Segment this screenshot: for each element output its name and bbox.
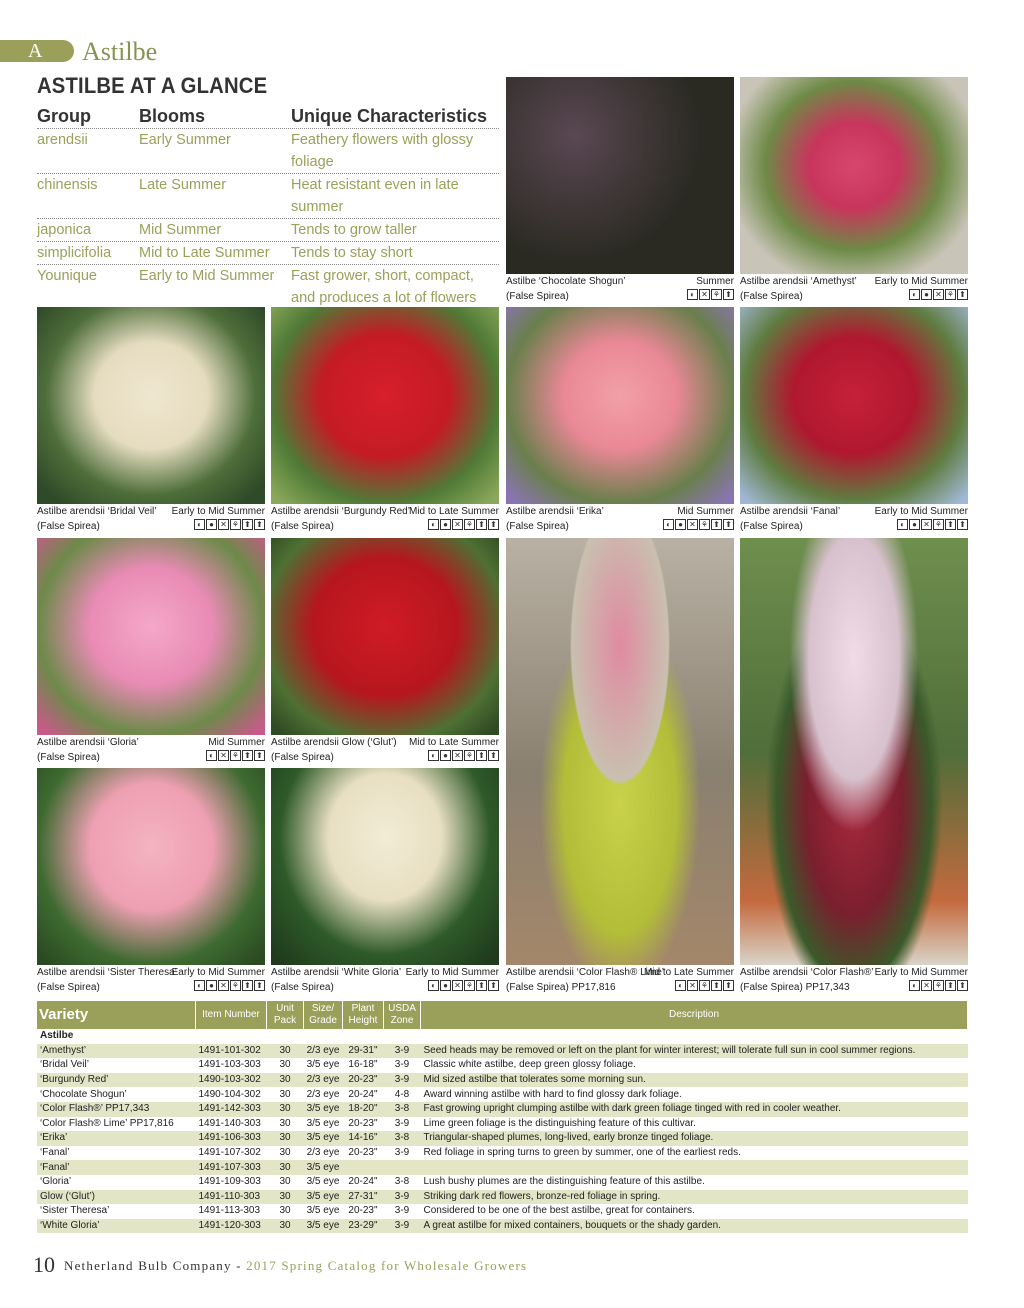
culture-icons	[909, 289, 968, 300]
table-cell: ‘White Gloria’	[37, 1219, 196, 1234]
page-number: 10	[33, 1252, 55, 1277]
glance-cell: Tends to stay short	[291, 245, 413, 261]
table-cell: 30	[279, 1176, 291, 1188]
plant-name: Astilbe arendsii ‘Amethyst’	[740, 276, 857, 287]
culture-icon: ✕	[218, 519, 229, 530]
table-cell: ‘Bridal Veil’	[40, 1059, 89, 1071]
culture-icon: ⬆	[242, 980, 253, 991]
plant-photo	[506, 77, 734, 274]
plant-photo	[37, 768, 265, 965]
culture-icon: ⬆	[945, 980, 956, 991]
table-cell: 3-9	[394, 1117, 410, 1129]
plant-name: Astilbe arendsii ‘Fanal’	[740, 506, 841, 517]
table-row	[37, 1044, 968, 1059]
culture-icons	[675, 980, 734, 991]
plant-common-name: (False Spirea)	[271, 521, 334, 532]
culture-icon: ⚘	[231, 520, 240, 529]
culture-icon: ●	[206, 519, 217, 530]
table-cell: ‘Erika’	[37, 1131, 196, 1146]
table-cell: Considered to be one of the best astilbe, great for containers.	[423, 1205, 695, 1217]
culture-icon: ●	[440, 980, 451, 991]
culture-icon: ◐	[428, 519, 439, 530]
table-cell	[343, 1160, 384, 1175]
plant-caption	[506, 504, 734, 534]
glance-cell: Early Summer	[139, 132, 231, 148]
culture-icon: ⬆	[488, 519, 499, 530]
glance-cell: Mid Summer	[139, 222, 222, 238]
culture-icon: ⚘	[465, 520, 474, 529]
culture-icon: ✕	[699, 289, 710, 300]
culture-icon: ⚘	[465, 751, 474, 760]
glance-cell: Late Summer	[139, 177, 227, 193]
plant-name: Astilbe arendsii ‘Sister Theresa’	[37, 967, 177, 978]
table-cell: Seed heads may be removed or left on the plant for winter interest; will tolerate full sun in cool summer regions.	[421, 1044, 968, 1059]
table-cell	[384, 1160, 421, 1175]
plant-name: Astilbe arendsii ‘White Gloria’	[271, 967, 402, 978]
plant-name: Astilbe arendsii ‘Erika’	[506, 506, 604, 517]
plant-common-name: (False Spirea)	[37, 521, 100, 532]
table-cell: Glow (‘Glut’)	[37, 1190, 196, 1205]
culture-icon: ◐	[687, 289, 698, 300]
culture-icon: ◐	[194, 980, 205, 991]
culture-icon: ✕	[687, 980, 698, 991]
culture-icon: ⬆	[711, 980, 722, 991]
glance-table	[37, 104, 499, 309]
plant-name: Astilbe arendsii ‘Bridal Veil’	[37, 506, 157, 517]
culture-icon: ●	[440, 519, 451, 530]
table-cell: 1491-140-303	[198, 1117, 261, 1129]
plant-photo	[271, 307, 499, 504]
table-cell: 1491-120-303	[196, 1219, 267, 1234]
plant-caption	[271, 735, 499, 765]
culture-icon: ⬆	[711, 519, 722, 530]
plant-photo	[740, 77, 968, 274]
table-cell: 2/3 eye	[306, 1088, 340, 1100]
plant-caption	[37, 504, 265, 534]
glance-row	[37, 174, 499, 219]
culture-icon: ⬆	[242, 519, 253, 530]
culture-icon: ◐	[428, 980, 439, 991]
culture-icons	[428, 519, 499, 530]
table-cell: 30	[279, 1205, 291, 1217]
glance-cell: chinensis	[37, 177, 98, 193]
plant-common-name: (False Spirea)	[506, 291, 569, 302]
culture-icon: ⬆	[254, 750, 265, 761]
table-cell: 3/5 eye	[306, 1117, 340, 1129]
table-cell: ‘Chocolate Shogun’	[40, 1088, 127, 1100]
plant-tile	[37, 307, 265, 534]
glance-col-characteristics: Unique Characteristics	[291, 106, 488, 126]
table-cell: Red foliage in spring turns to green by summer, one of the earliest reds.	[423, 1147, 741, 1159]
table-cell: 3/5 eye	[304, 1131, 343, 1146]
plant-bloom-time: Early to Mid Summer	[405, 967, 499, 978]
table-cell: 3/5 eye	[304, 1102, 343, 1117]
culture-icons	[206, 750, 265, 761]
culture-icon: ◐	[194, 519, 205, 530]
table-cell: ‘Gloria’	[40, 1176, 72, 1188]
plant-name: Astilbe arendsii ‘Color Flash® Lime’	[506, 967, 664, 978]
glance-col-blooms: Blooms	[139, 106, 206, 126]
table-cell: Classic white astilbe, deep green glossy foliage.	[423, 1059, 636, 1071]
table-cell: Fast growing upright clumping astilbe with dark green foliage tinged with red in cooler weather.	[421, 1102, 968, 1117]
table-cell: ‘Sister Theresa’	[40, 1205, 110, 1217]
plant-photo	[271, 768, 499, 965]
plant-bloom-time: Early to Mid Summer	[171, 506, 265, 517]
table-cell: 30	[267, 1102, 304, 1117]
table-cell: 1491-107-303	[196, 1160, 267, 1175]
plant-bloom-time: Mid to Late Summer	[408, 737, 499, 748]
plant-tile	[37, 538, 265, 765]
glance-cell: Feathery flowers with glossy foliage	[291, 132, 474, 170]
culture-icon: ⬆	[488, 980, 499, 991]
culture-icons	[909, 980, 968, 991]
table-cell: ‘Color Flash®’ PP17,343	[37, 1102, 196, 1117]
plant-tile	[740, 538, 968, 995]
table-row	[37, 1219, 968, 1234]
plant-photo	[271, 538, 499, 735]
table-cell: 30	[279, 1088, 291, 1100]
plant-caption	[271, 504, 499, 534]
glance-cell: Heat resistant even in late summer	[291, 177, 459, 215]
col-description: Description	[421, 1001, 968, 1029]
glance-row	[37, 242, 499, 265]
glance-cell: arendsii	[37, 132, 88, 148]
table-cell: 14-16"	[343, 1131, 384, 1146]
culture-icon: ⚘	[712, 290, 721, 299]
plant-common-name: (False Spirea) PP17,343	[740, 982, 850, 993]
culture-icons	[194, 980, 265, 991]
culture-icon: ⚘	[465, 981, 474, 990]
table-row	[37, 1160, 968, 1175]
table-cell: 20-23"	[343, 1073, 384, 1088]
table-cell: 18-20"	[343, 1102, 384, 1117]
table-cell: Lime green foliage is the distinguishing feature of this cultivar.	[423, 1117, 696, 1129]
section-tab-letter: A	[28, 40, 43, 62]
table-cell: 20-24"	[348, 1176, 378, 1188]
table-cell: ‘Fanal’	[40, 1147, 70, 1159]
table-group-row	[37, 1029, 968, 1044]
plant-common-name: (False Spirea)	[271, 752, 334, 763]
culture-icon: ◐	[675, 980, 686, 991]
variety-table	[37, 1001, 968, 1233]
plant-common-name: (False Spirea) PP17,816	[506, 982, 616, 993]
culture-icon: ●	[921, 289, 932, 300]
table-cell: ‘Amethyst’	[37, 1044, 196, 1059]
glance-cell: Younique	[37, 268, 97, 284]
col-size-grade: Size/ Grade	[304, 1001, 343, 1029]
culture-icon: ●	[440, 750, 451, 761]
glance-cell: Tends to grow taller	[291, 222, 417, 238]
culture-icons	[194, 519, 265, 530]
plant-photo	[37, 307, 265, 504]
table-cell: 2/3 eye	[304, 1044, 343, 1059]
glance-cell: Fast grower, short, compact, and produces a lot of flowers	[291, 268, 477, 306]
table-row	[37, 1131, 968, 1146]
plant-common-name: (False Spirea)	[740, 521, 803, 532]
table-row	[37, 1102, 968, 1117]
plant-caption	[37, 735, 265, 765]
section-title: Astilbe	[82, 37, 158, 66]
plant-tile	[506, 538, 734, 995]
table-cell: 3/5 eye	[306, 1176, 340, 1188]
plant-bloom-time: Mid Summer	[208, 737, 265, 748]
plant-caption	[740, 504, 968, 534]
table-cell: 3-9	[384, 1044, 421, 1059]
culture-icon: ◐	[428, 750, 439, 761]
plant-tile	[271, 307, 499, 534]
plant-caption	[740, 274, 968, 304]
table-row	[37, 1204, 968, 1219]
glance-cell: japonica	[37, 222, 92, 238]
plant-tile	[740, 77, 968, 304]
table-cell: 3/5 eye	[304, 1219, 343, 1234]
footer-company: Netherland Bulb Company	[64, 1258, 232, 1273]
culture-icon: ⬆	[957, 289, 968, 300]
table-cell: ‘Color Flash® Lime’ PP17,816	[40, 1117, 174, 1129]
plant-bloom-time: Summer	[696, 276, 734, 287]
glance-cell: Early to Mid Summer	[139, 268, 275, 284]
plant-caption	[506, 274, 734, 304]
culture-icon: ⬆	[254, 980, 265, 991]
glance-col-group: Group	[37, 106, 91, 126]
col-item-number: Item Number	[196, 1001, 267, 1029]
plant-tile	[271, 768, 499, 995]
table-cell: 3-8	[384, 1131, 421, 1146]
table-cell: 30	[279, 1147, 291, 1159]
culture-icons	[428, 980, 499, 991]
table-cell: 1491-113-303	[198, 1205, 261, 1217]
group-label: Astilbe	[40, 1030, 74, 1042]
culture-icon: ✕	[452, 980, 463, 991]
culture-icon: ◐	[663, 519, 674, 530]
table-cell: 1490-104-302	[198, 1088, 261, 1100]
table-cell: ‘Burgundy Red’	[37, 1073, 196, 1088]
plant-bloom-time: Early to Mid Summer	[874, 276, 968, 287]
table-cell: 3/5 eye	[304, 1190, 343, 1205]
glance-cell: simplicifolia	[37, 245, 112, 261]
table-cell: 30	[267, 1190, 304, 1205]
table-cell: 3-8	[384, 1102, 421, 1117]
plant-bloom-time: Mid Summer	[677, 506, 734, 517]
plant-photo	[506, 307, 734, 504]
table-cell: 20-24"	[348, 1088, 378, 1100]
col-usda-zone: USDA Zone	[384, 1001, 421, 1029]
table-cell: 23-29"	[343, 1219, 384, 1234]
table-cell: 3-9	[384, 1073, 421, 1088]
culture-icon: ◐	[909, 289, 920, 300]
footer-catalog: 2017 Spring Catalog for Wholesale Growers	[246, 1258, 528, 1273]
table-cell: 2/3 eye	[306, 1147, 340, 1159]
plant-photo	[37, 538, 265, 735]
table-cell: A great astilbe for mixed containers, bouquets or the shady garden.	[421, 1219, 968, 1234]
glance-row	[37, 265, 499, 309]
table-cell: 30	[267, 1160, 304, 1175]
table-row	[37, 1190, 968, 1205]
table-cell: 1491-142-303	[196, 1102, 267, 1117]
plant-bloom-time: Mid to Late Summer	[643, 967, 734, 978]
table-cell: ‘Fanal’	[37, 1160, 196, 1175]
culture-icons	[428, 750, 499, 761]
plant-common-name: (False Spirea)	[37, 752, 100, 763]
culture-icon: ◐	[206, 750, 217, 761]
table-cell: 3-9	[394, 1147, 410, 1159]
plant-bloom-time: Early to Mid Summer	[171, 967, 265, 978]
plant-name: Astilbe ‘Chocolate Shogun’	[506, 276, 626, 287]
culture-icon: ⬆	[488, 750, 499, 761]
culture-icon: ⚘	[934, 520, 943, 529]
culture-icon: ⬆	[723, 289, 734, 300]
table-row	[37, 1087, 968, 1102]
table-cell: Mid sized astilbe that tolerates some morning sun.	[421, 1073, 968, 1088]
table-cell: Triangular-shaped plumes, long-lived, early bronze tinged foliage.	[421, 1131, 968, 1146]
plant-name: Astilbe arendsii ‘Gloria’	[37, 737, 139, 748]
plant-bloom-time: Early to Mid Summer	[874, 506, 968, 517]
plant-common-name: (False Spirea)	[37, 982, 100, 993]
plant-common-name: (False Spirea)	[506, 521, 569, 532]
plant-name: Astilbe arendsii ‘Color Flash®’	[740, 967, 874, 978]
table-cell: 1491-107-302	[198, 1147, 261, 1159]
table-cell: 20-23"	[348, 1205, 378, 1217]
table-cell: 3-9	[384, 1190, 421, 1205]
table-row	[37, 1058, 968, 1073]
footer-text	[64, 1258, 527, 1274]
culture-icon: ✕	[218, 980, 229, 991]
plant-caption	[740, 965, 968, 995]
table-cell: Striking dark red flowers, bronze-red foliage in spring.	[421, 1190, 968, 1205]
plant-bloom-time: Mid to Late Summer	[408, 506, 499, 517]
table-cell: 30	[267, 1073, 304, 1088]
plant-photo	[506, 538, 734, 965]
table-row	[37, 1146, 968, 1161]
culture-icon: ⬆	[723, 519, 734, 530]
table-header-row	[37, 1001, 968, 1029]
table-cell: 1491-106-303	[196, 1131, 267, 1146]
table-cell: 29-31"	[343, 1044, 384, 1059]
culture-icon: ✕	[921, 980, 932, 991]
culture-icon: ✕	[452, 750, 463, 761]
culture-icons	[897, 519, 968, 530]
table-cell: 3-9	[394, 1059, 410, 1071]
plant-photo	[740, 307, 968, 504]
table-cell: 3/5 eye	[306, 1205, 340, 1217]
table-cell: 20-23"	[348, 1117, 378, 1129]
table-cell: 16-18"	[348, 1059, 378, 1071]
table-cell: 1491-109-303	[198, 1176, 261, 1188]
table-cell: 3-9	[394, 1205, 410, 1217]
culture-icon: ●	[675, 519, 686, 530]
culture-icon: ◐	[909, 980, 920, 991]
culture-icon: ⬆	[957, 519, 968, 530]
table-cell: 30	[267, 1219, 304, 1234]
culture-icon: ⬆	[723, 980, 734, 991]
culture-icon: ⚘	[946, 290, 955, 299]
table-cell: 3-9	[384, 1219, 421, 1234]
culture-icon: ◐	[897, 519, 908, 530]
table-cell: Lush bushy plumes are the distinguishing feature of this astilbe.	[423, 1176, 705, 1188]
plant-caption	[37, 965, 265, 995]
col-variety: Variety	[37, 1001, 196, 1029]
table-row	[37, 1117, 968, 1132]
plant-tile	[271, 538, 499, 765]
table-cell: 3/5 eye	[304, 1160, 343, 1175]
culture-icons	[663, 519, 734, 530]
plant-caption	[506, 965, 734, 995]
glance-row	[37, 129, 499, 174]
culture-icon: ●	[206, 980, 217, 991]
table-cell: 30	[279, 1117, 291, 1129]
culture-icon: ✕	[687, 519, 698, 530]
table-cell: 30	[267, 1044, 304, 1059]
table-cell: 27-31"	[343, 1190, 384, 1205]
table-row	[37, 1073, 968, 1088]
glance-cell: Mid to Late Summer	[139, 245, 270, 261]
culture-icon: ✕	[218, 750, 229, 761]
culture-icon: ⚘	[934, 981, 943, 990]
culture-icon: ⬆	[945, 519, 956, 530]
table-cell	[421, 1160, 968, 1175]
col-plant-height: Plant Height	[343, 1001, 384, 1029]
culture-icon: ⬆	[254, 519, 265, 530]
table-cell: 2/3 eye	[304, 1073, 343, 1088]
culture-icon: ⬆	[476, 980, 487, 991]
table-cell: 20-23"	[348, 1147, 378, 1159]
footer-separator: -	[231, 1258, 247, 1273]
culture-icons	[687, 289, 734, 300]
plant-common-name: (False Spirea)	[740, 291, 803, 302]
plant-bloom-time: Early to Mid Summer	[874, 967, 968, 978]
table-cell: 3/5 eye	[306, 1059, 340, 1071]
plant-tile	[740, 307, 968, 534]
plant-tile	[37, 768, 265, 995]
plant-tile	[506, 307, 734, 534]
culture-icon: ⚘	[700, 981, 709, 990]
culture-icon: ✕	[921, 519, 932, 530]
culture-icon: ⚘	[231, 981, 240, 990]
culture-icon: ⬆	[242, 750, 253, 761]
table-row	[37, 1175, 968, 1190]
culture-icon: ✕	[452, 519, 463, 530]
table-cell: 3-8	[394, 1176, 410, 1188]
glance-title: ASTILBE AT A GLANCE	[37, 73, 268, 98]
plant-caption	[271, 965, 499, 995]
plant-common-name: (False Spirea)	[271, 982, 334, 993]
culture-icon: ⬆	[476, 519, 487, 530]
table-cell: 4-8	[394, 1088, 410, 1100]
table-cell: 30	[267, 1131, 304, 1146]
culture-icon: ✕	[933, 289, 944, 300]
plant-name: Astilbe arendsii ‘Burgundy Red’	[271, 506, 410, 517]
plant-name: Astilbe arendsii Glow (‘Glut’)	[271, 737, 397, 748]
glance-header	[37, 104, 499, 129]
culture-icon: ⚘	[231, 751, 240, 760]
culture-icon: ⬆	[476, 750, 487, 761]
culture-icon: ⚘	[700, 520, 709, 529]
table-cell: 1491-110-303	[196, 1190, 267, 1205]
glance-row	[37, 219, 499, 242]
table-cell: 1490-103-302	[196, 1073, 267, 1088]
culture-icon: ●	[909, 519, 920, 530]
culture-icon: ⬆	[957, 980, 968, 991]
col-unit-pack: Unit Pack	[267, 1001, 304, 1029]
table-cell: Award winning astilbe with hard to find glossy dark foliage.	[423, 1088, 682, 1100]
table-cell: 30	[279, 1059, 291, 1071]
table-cell: 1491-101-302	[196, 1044, 267, 1059]
plant-photo	[740, 538, 968, 965]
table-cell: 1491-103-303	[198, 1059, 261, 1071]
plant-tile	[506, 77, 734, 304]
